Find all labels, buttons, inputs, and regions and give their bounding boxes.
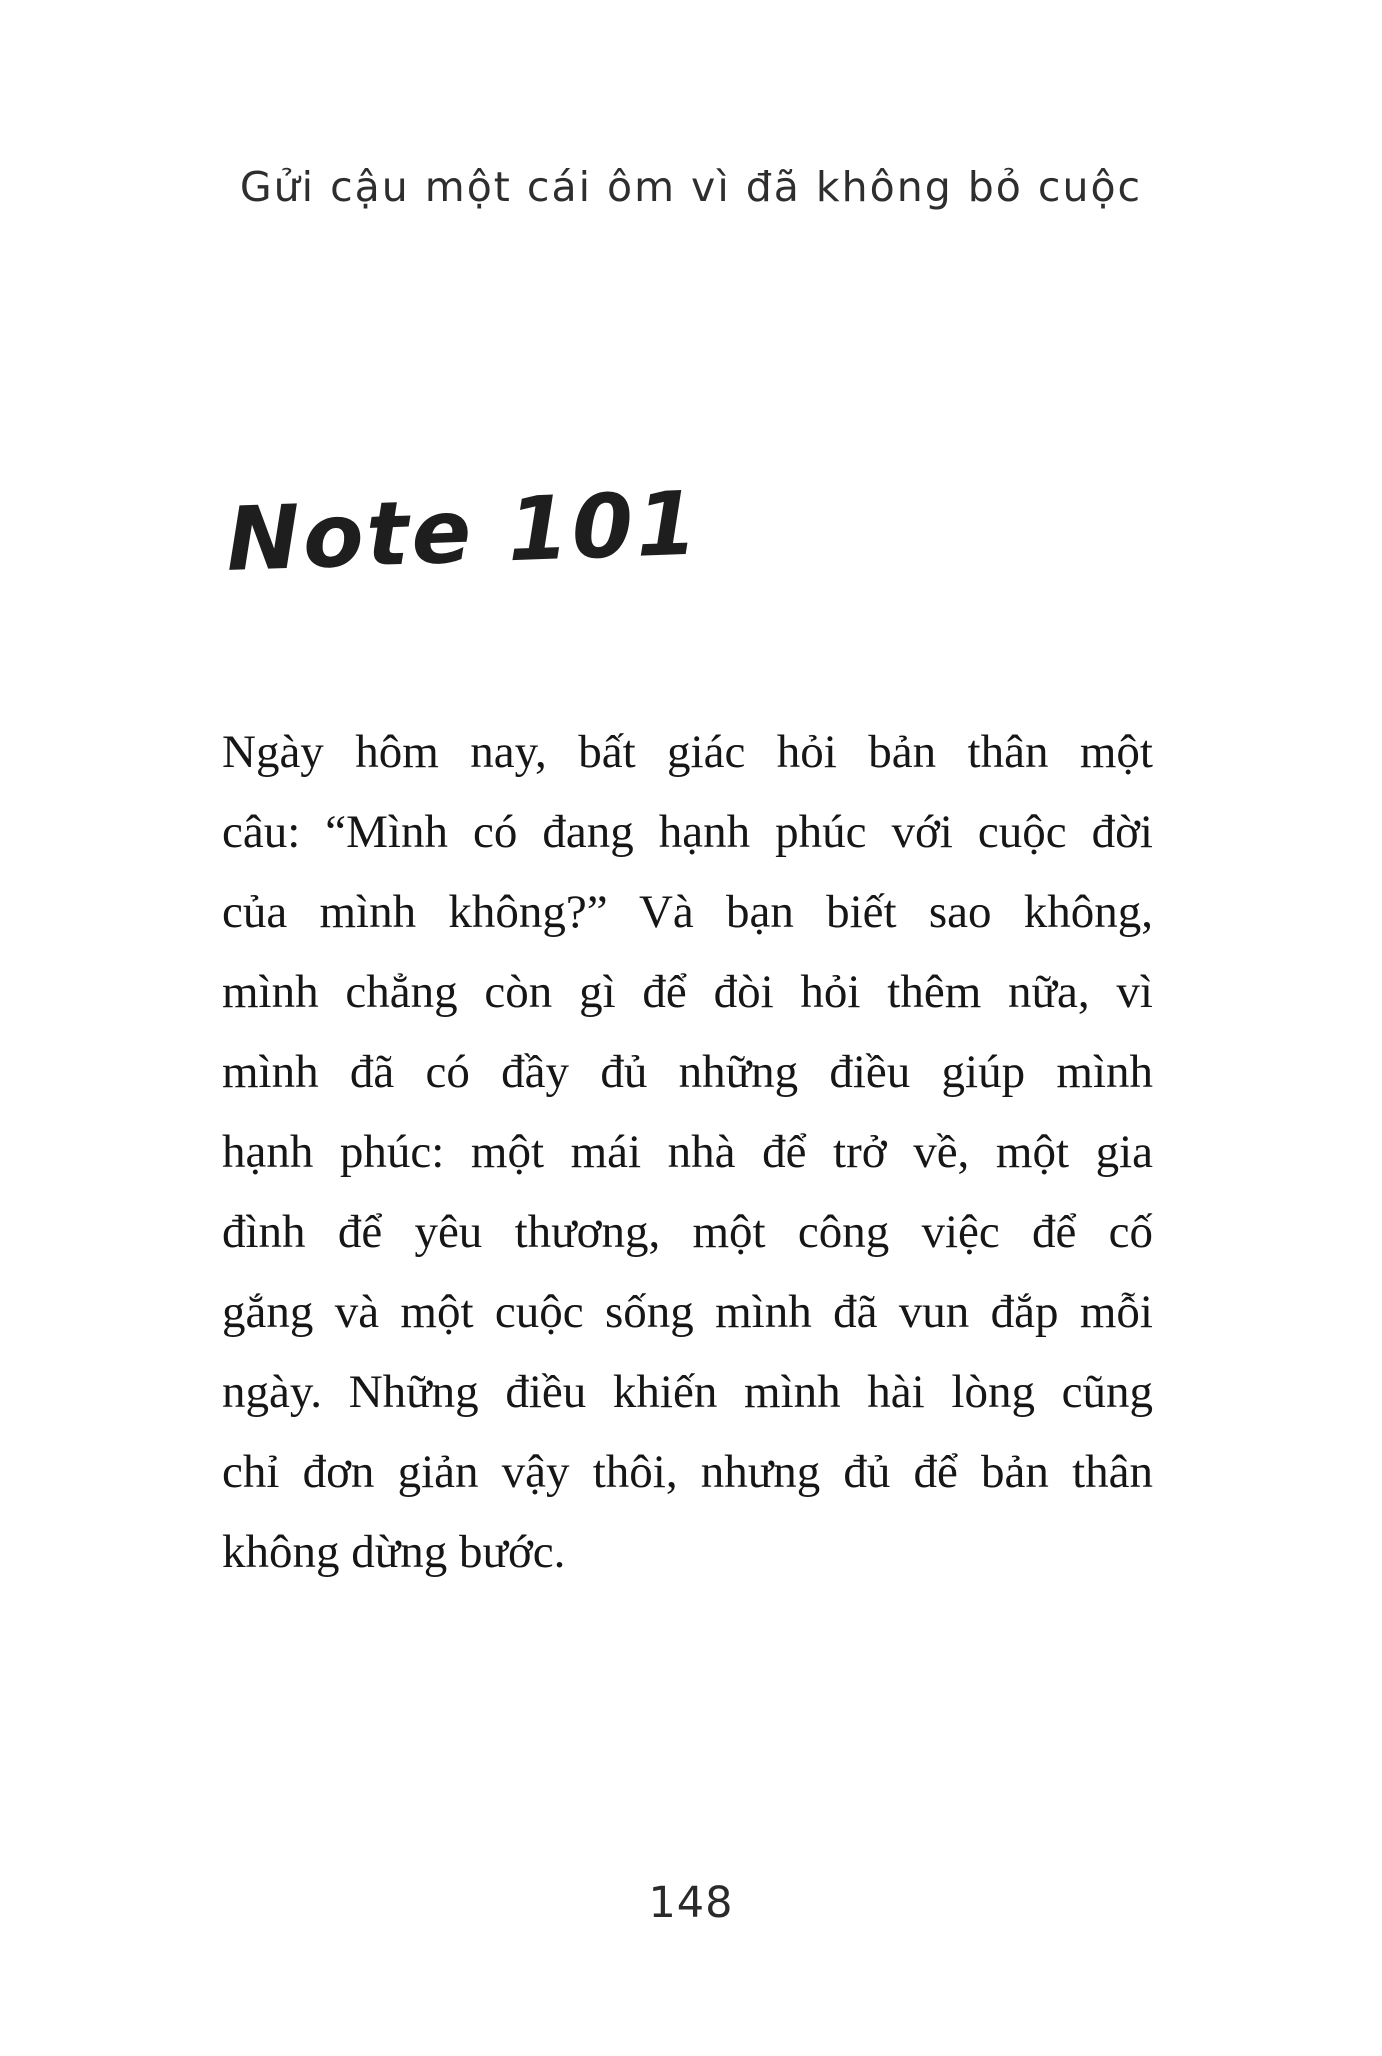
body-paragraph xyxy=(222,712,1153,1592)
body-line: mình đã có đầy đủ những điều giúp mình xyxy=(222,1046,1153,1098)
page-number: 148 xyxy=(648,1878,734,1928)
body-line: câu: “Mình có đang hạnh phúc với cuộc đời xyxy=(222,806,1153,858)
body-line: ngày. Những điều khiến mình hài lòng cũng xyxy=(222,1366,1153,1418)
body-line: hạnh phúc: một mái nhà để trở về, một gia xyxy=(222,1126,1153,1178)
body-line: mình chẳng còn gì để đòi hỏi thêm nữa, vì xyxy=(222,966,1153,1018)
body-line: không dừng bước. xyxy=(222,1526,566,1578)
note-title: Note 101 xyxy=(224,471,702,591)
body-line: Ngày hôm nay, bất giác hỏi bản thân một xyxy=(222,726,1153,778)
body-line: gắng và một cuộc sống mình đã vun đắp mỗi xyxy=(222,1286,1153,1338)
body-line: chỉ đơn giản vậy thôi, nhưng đủ để bản thân xyxy=(222,1446,1153,1498)
body-line: của mình không?” Và bạn biết sao không, xyxy=(222,886,1153,938)
running-header: Gửi cậu một cái ôm vì đã không bỏ cuộc xyxy=(239,163,1143,211)
body-line: đình để yêu thương, một công việc để cố xyxy=(222,1206,1153,1258)
